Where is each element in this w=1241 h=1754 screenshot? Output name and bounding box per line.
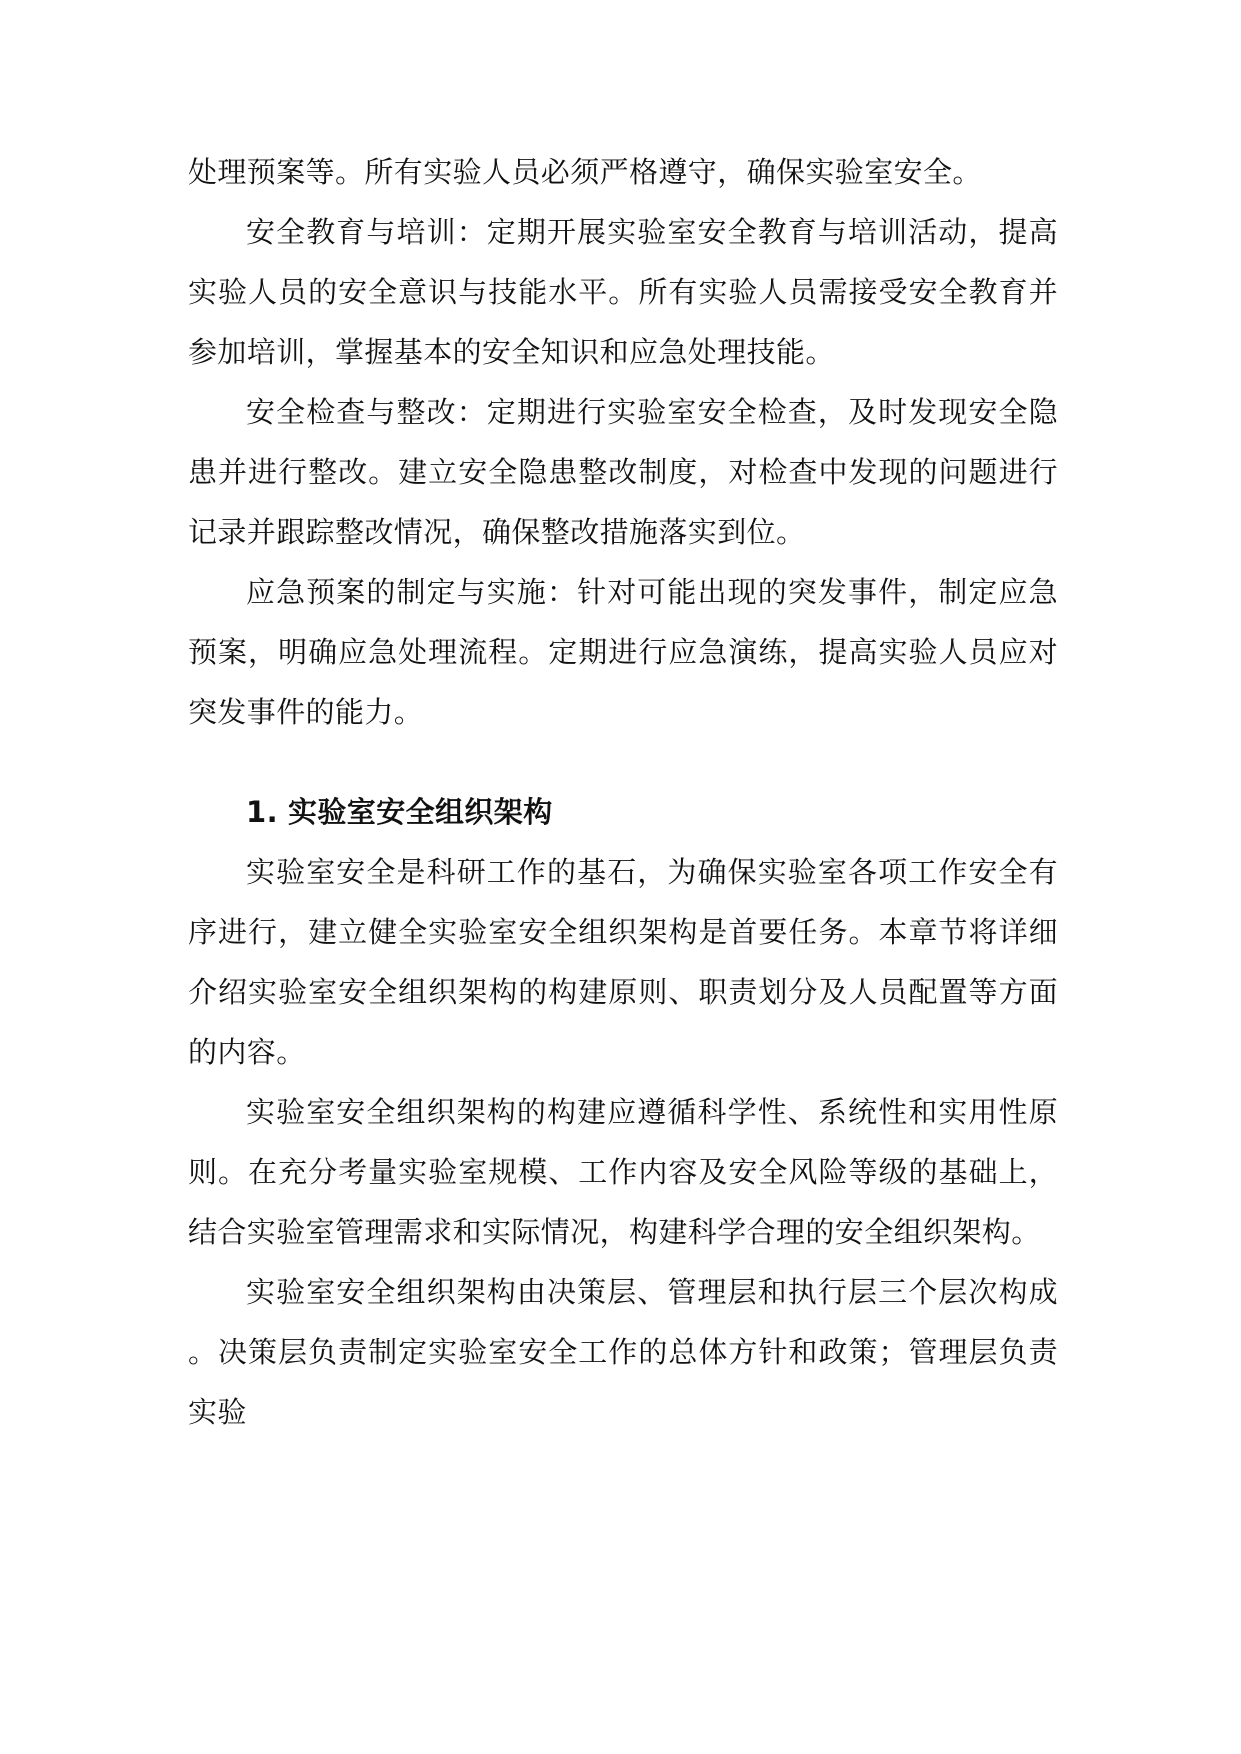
document-body	[188, 142, 1058, 1442]
paragraph-principles: 实验室安全组织架构的构建应遵循科学性、系统性和实用性原则。在充分考量实验室规模、工作内容及安全风险等级的基础上，结合实验室管理需求和实际情况，构建科学合理的安全组织架构。	[188, 1095, 1058, 1249]
paragraph-structure-levels: 实验室安全组织架构由决策层、管理层和执行层三个层次构成。决策层负责制定实验室安全工作的总体方针和政策；管理层负责实验	[188, 1275, 1058, 1429]
paragraph-intro: 实验室安全是科研工作的基石，为确保实验室各项工作安全有序进行，建立健全实验室安全组织架构是首要任务。本章节将详细介绍实验室安全组织架构的构建原则、职责划分及人员配置等方面的内容。	[188, 855, 1058, 1069]
section-spacer	[188, 742, 1058, 782]
section-number: 1.	[246, 795, 278, 829]
section-heading	[188, 782, 1058, 842]
section-title: 实验室安全组织架构	[288, 795, 553, 829]
paragraph-continuation: 处理预案等。所有实验人员必须严格遵守，确保实验室安全。	[188, 155, 982, 189]
paragraph-emergency-plan: 应急预案的制定与实施：针对可能出现的突发事件，制定应急预案，明确应急处理流程。定期进行应急演练，提高实验人员应对突发事件的能力。	[188, 575, 1058, 729]
paragraph-safety-inspection: 安全检查与整改：定期进行实验室安全检查，及时发现安全隐患并进行整改。建立安全隐患整改制度，对检查中发现的问题进行记录并跟踪整改情况，确保整改措施落实到位。	[188, 395, 1058, 549]
paragraph-safety-training: 安全教育与培训：定期开展实验室安全教育与培训活动，提高实验人员的安全意识与技能水平。所有实验人员需接受安全教育并参加培训，掌握基本的安全知识和应急处理技能。	[188, 215, 1058, 369]
